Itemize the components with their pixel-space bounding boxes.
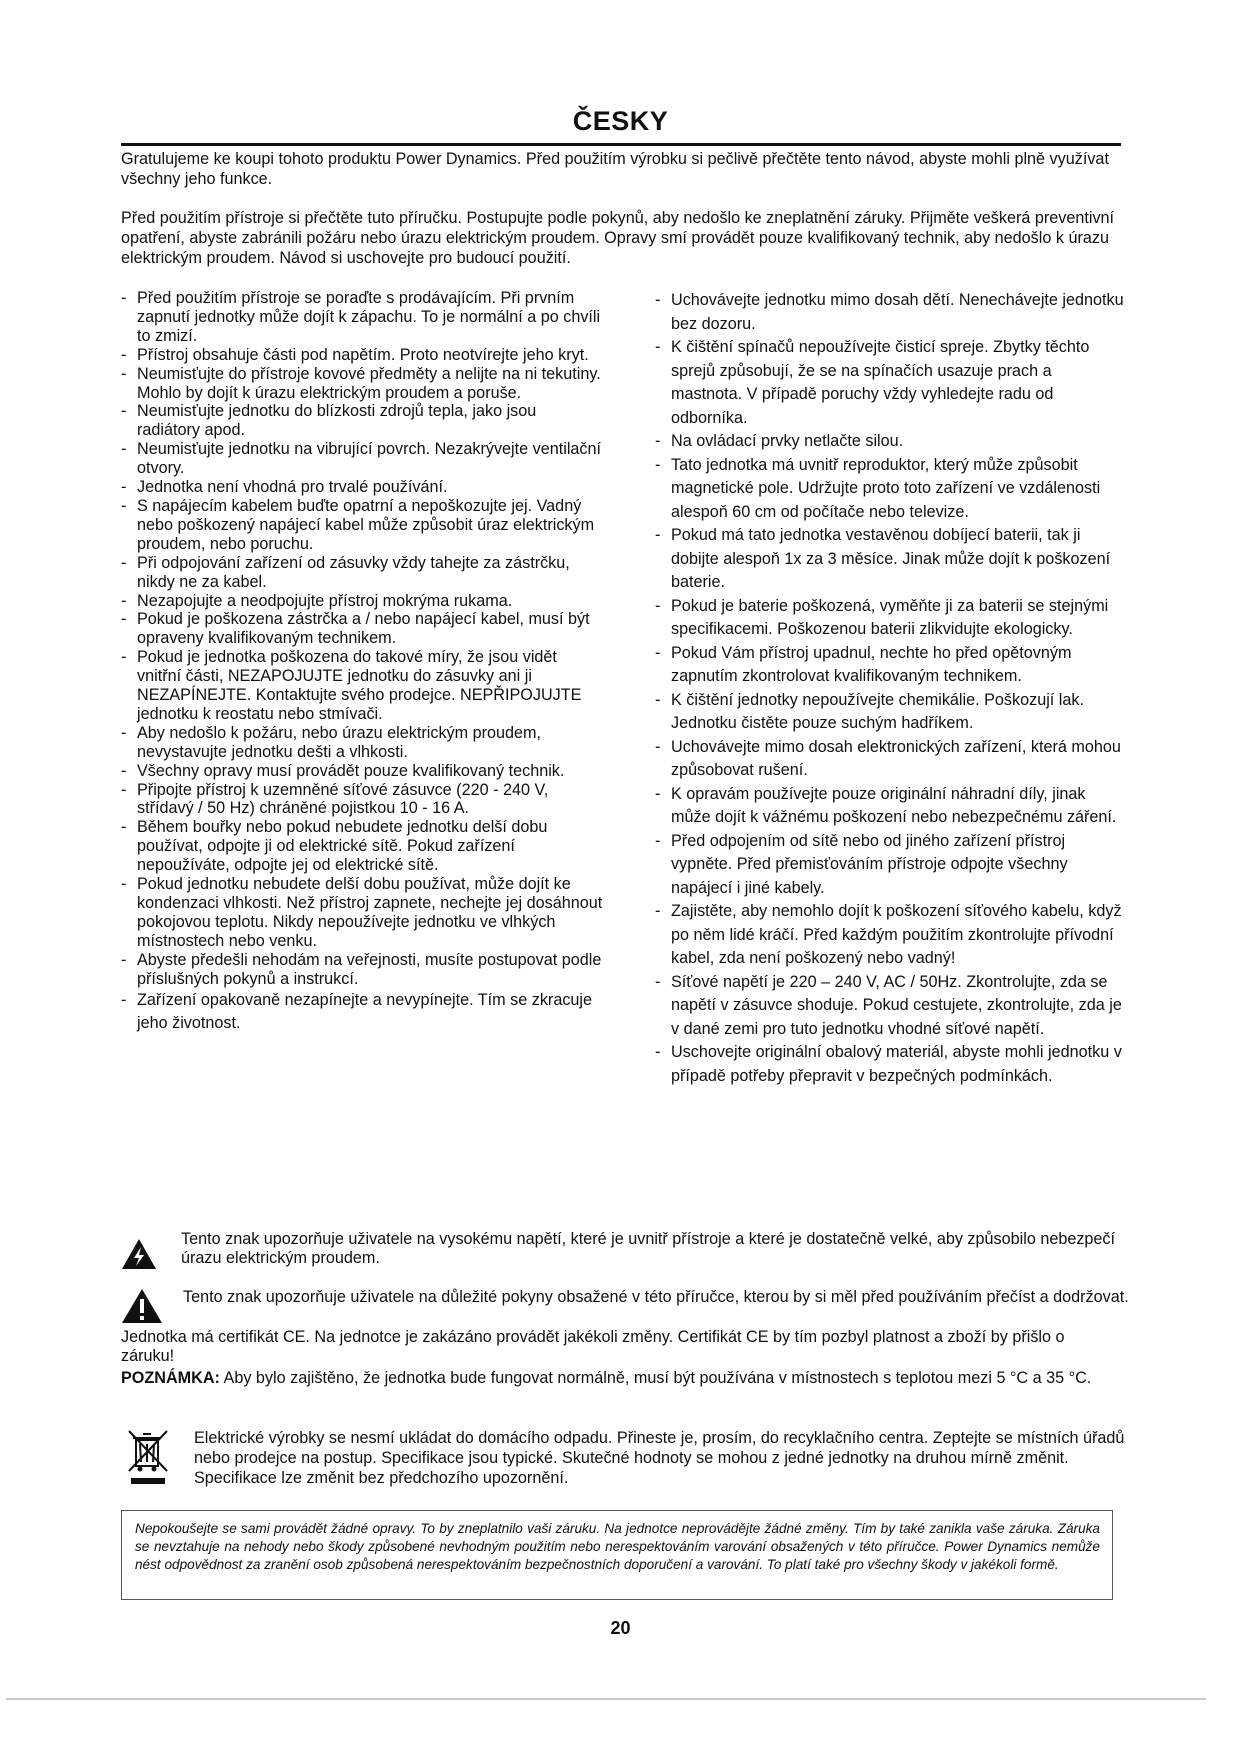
safety-item: - Při odpojování zařízení od zásuvky vždy tahejte za zástrčku, nikdy ne za kabel.	[121, 554, 603, 592]
safety-item: - Pokud je poškozena zástrčka a / nebo napájecí kabel, musí být opraveny kvalifikovaným technikem.	[121, 610, 603, 648]
safety-item: - K čištění spínačů nepoužívejte čisticí spreje. Zbytky těchto sprejů způsobují, že se na spínačích usazuje prach a mastnota. V případě poruchy vždy vyhledejte radu od odborníka.	[655, 336, 1125, 430]
safety-item: - K čištění jednotky nepoužívejte chemikálie. Poškozují lak. Jednotku čistěte pouze suchým hadříkem.	[655, 689, 1125, 736]
safety-list-left	[121, 289, 603, 1035]
safety-item: - Nezapojujte a neodpojujte přístroj mokrýma rukama.	[121, 592, 603, 611]
safety-item: - Uchovávejte mimo dosah elektronických zařízení, která mohou způsobovat rušení.	[655, 736, 1125, 783]
safety-item: - Uchovávejte jednotku mimo dosah dětí. Nenechávejte jednotku bez dozoru.	[655, 289, 1125, 336]
safety-item: - Uschovejte originální obalový materiál, abyste mohli jednotku v případě potřeby přepravit v bezpečných podmínkách.	[655, 1041, 1125, 1088]
safety-item: - Pokud je baterie poškozená, vyměňte ji za baterii se stejnými specifikacemi. Poškozenou baterii zlikvidujte ekologicky.	[655, 595, 1125, 642]
safety-item: - Zajistěte, aby nemohlo dojít k poškození síťového kabelu, když po něm lidé kráčí. Před každým použitím zkontrolujte přívodní kabel, zda není poškozený nebo vadný!	[655, 900, 1125, 971]
safety-item: - K opravám používejte pouze originální náhradní díly, jinak může dojít k vážnému poškození nebo nebezpečnému záření.	[655, 783, 1125, 830]
safety-item: - Aby nedošlo k požáru, nebo úrazu elektrickým proudem, nevystavujte jednotku dešti a vlhkosti.	[121, 724, 603, 762]
note-label: POZNÁMKA:	[121, 1369, 220, 1387]
safety-item: - Před odpojením od sítě nebo od jiného zařízení přístroj vypněte. Před přemisťováním přístroje odpojte všechny napájecí i jiné kabely.	[655, 830, 1125, 901]
safety-item: - Tato jednotka má uvnitř reproduktor, který může způsobit magnetické pole. Udržujte proto toto zařízení ve vzdálenosti alespoň 60 cm od počítače nebo televize.	[655, 454, 1125, 525]
title-rule	[121, 143, 1121, 146]
safety-list-right	[655, 289, 1125, 1088]
safety-item: - Na ovládací prvky netlačte silou.	[655, 430, 1125, 454]
safety-item: - Přístroj obsahuje části pod napětím. Proto neotvírejte jeho kryt.	[121, 346, 603, 365]
safety-item: - Neumisťujte do přístroje kovové předměty a nelijte na ni tekutiny. Mohlo by dojít k úrazu elektrickým proudem a poruše.	[121, 365, 603, 403]
ce-note: Jednotka má certifikát CE. Na jednotce je zakázáno provádět jakékoli změny. Certifikát CE by tím pozbyl platnost a zboží by přišlo o záruku!	[121, 1328, 1065, 1365]
safety-item: - Pokud jednotku nebudete delší dobu používat, může dojít ke kondenzaci vlhkosti. Než přístroj zapnete, nechejte jej dosáhnout pokojovou teplotu. Nikdy nepoužívejte jednotku ve vlhkých místnostech nebo venku.	[121, 875, 603, 951]
exclamation-warning-icon	[121, 1288, 163, 1329]
intro-paragraph: Gratulujeme ke koupi tohoto produktu Power Dynamics. Před použitím výrobku si pečlivě přečtěte tento návod, abyste mohli plně využívat všechny jeho funkce.	[121, 150, 1109, 188]
safety-item: - Během bouřky nebo pokud nebudete jednotku delší dobu používat, odpojte ji od elektrické sítě. Pokud zařízení nepoužíváte, odpojte jej od elektrické sítě.	[121, 818, 603, 875]
warranty-disclaimer: Nepokoušejte se sami provádět žádné opravy. To by zneplatnilo vaši záruku. Na jednotce neprovádějte žádné změny. Tím by také zanikla vaše záruka. Záruka se nevztahuje na nehody nebo škody způsobené nevhodným použitím nebo nerespektováním varování obsažených v této příručce. Power Dynamics nemůže nést odpovědnost za zranění osob způsobená nerespektováním bezpečnostních doporučení a varování. To platí také pro všechny škody v jakékoli formě.	[135, 1521, 1100, 1572]
safety-item: - Všechny opravy musí provádět pouze kvalifikovaný technik.	[121, 762, 603, 781]
safety-intro-paragraph: Před použitím přístroje si přečtěte tuto příručku. Postupujte podle pokynů, aby nedošlo ke zneplatnění záruky. Přijměte veškerá preventivní opatření, abyste zabránili požáru nebo úrazu elektrickým proudem. Opravy smí provádět pouze kvalifikovaný technik, aby nedošlo k úrazu elektrickým proudem. Návod si uschovejte pro budoucí použití.	[121, 209, 1115, 267]
safety-item: - S napájecím kabelem buďte opatrní a nepoškozujte jej. Vadný nebo poškozený napájecí kabel může způsobit úraz elektrickým proudem, nebo poruchu.	[121, 497, 603, 554]
safety-item: - Pokud má tato jednotka vestavěnou dobíjecí baterii, tak ji dobijte alespoň 1x za 3 měsíce. Jinak může dojít k poškození baterie.	[655, 524, 1125, 595]
safety-item: - Jednotka není vhodná pro trvalé používání.	[121, 478, 603, 497]
safety-item: - Zařízení opakovaně nezapínejte a nevypínejte. Tím se zkracuje jeho životnost.	[121, 989, 603, 1035]
safety-item: - Připojte přístroj k uzemněné síťové zásuvce (220 - 240 V, střídavý / 50 Hz) chráněné pojistkou 10 - 16 A.	[121, 781, 603, 819]
high-voltage-warning-icon	[121, 1238, 157, 1275]
weee-note: Elektrické výrobky se nesmí ukládat do domácího odpadu. Přineste je, prosím, do recyklačního centra. Zeptejte se místních úřadů nebo prodejce na postup. Specifikace jsou typické. Skutečné hodnoty se mohou z jedné jednotky na druhou mírně změnit. Specifikace lze změnit bez předchozího upozornění.	[194, 1429, 1125, 1487]
safety-item: - Pokud je jednotka poškozena do takové míry, že jsou vidět vnitřní části, NEZAPOJUJTE jednotku do zásuvky ani ji NEZAPÍNEJTE. Kontaktujte svého prodejce. NEPŘIPOJUJTE jednotku k reostatu nebo stmívači.	[121, 648, 603, 724]
important-note: Tento znak upozorňuje uživatele na důležité pokyny obsažené v této příručce, kterou by si měl před používáním přečíst a dodržovat.	[183, 1288, 1129, 1306]
safety-item: - Neumisťujte jednotku do blízkosti zdrojů tepla, jako jsou radiátory apod.	[121, 402, 603, 440]
warranty-disclaimer-box	[121, 1510, 1113, 1600]
page-title: ČESKY	[572, 106, 669, 136]
safety-item: - Síťové napětí je 220 – 240 V, AC / 50Hz. Zkontrolujte, zda se napětí v zásuvce shoduje. Pokud cestujete, zkontrolujte, zda je v dané zemi pro tuto jednotku vhodné síťové napětí.	[655, 971, 1125, 1042]
crossed-bin-icon	[126, 1428, 170, 1491]
page-number: 20	[610, 1618, 631, 1638]
safety-item: - Pokud Vám přístroj upadnul, nechte ho před opětovným zapnutím zkontrolovat kvalifikovaným technikem.	[655, 642, 1125, 689]
safety-item: - Před použitím přístroje se poraďte s prodávajícím. Při prvním zapnutí jednotky může dojít k zápachu. To je normální a po chvíli to zmizí.	[121, 289, 603, 346]
safety-item: - Abyste předešli nehodám na veřejnosti, musíte postupovat podle příslušných pokynů a instrukcí.	[121, 951, 603, 989]
note-text: Aby bylo zajištěno, že jednotka bude fungovat normálně, musí být používána v místnostech s teplotou mezi 5 °C a 35 °C.	[219, 1369, 1092, 1387]
safety-item: - Neumisťujte jednotku na vibrující povrch. Nezakrývejte ventilační otvory.	[121, 440, 603, 478]
temperature-note	[121, 1368, 1121, 1388]
footer-divider	[6, 1698, 1206, 1700]
high-voltage-note: Tento znak upozorňuje uživatele na vysokému napětí, které je uvnitř přístroje a které je dostatečně velké, aby způsobilo nebezpečí úrazu elektrickým proudem.	[181, 1230, 1116, 1267]
